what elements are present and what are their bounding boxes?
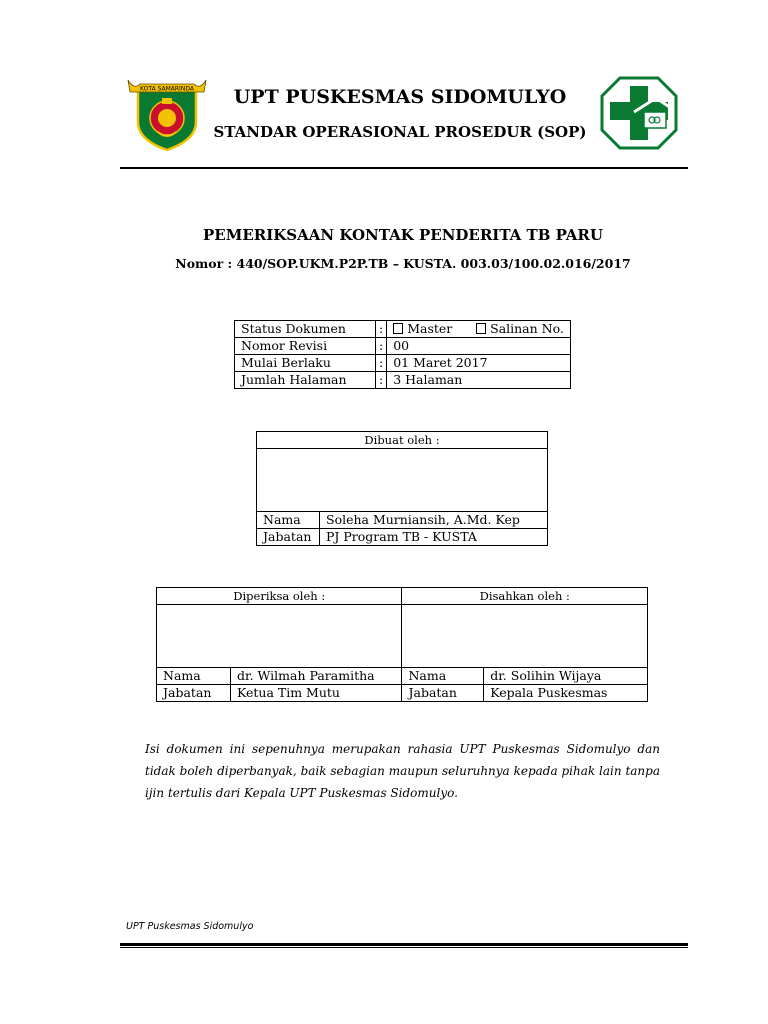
signature-area	[257, 449, 548, 512]
table-row	[235, 321, 571, 338]
status-option-copy: Salinan No.	[490, 321, 564, 336]
effective-date-value: 01 Maret 2017	[387, 355, 571, 372]
signature-area	[157, 605, 402, 668]
position-label: Jabatan	[257, 529, 320, 546]
checked-by-position: Ketua Tim Mutu	[231, 685, 402, 702]
status-value	[387, 321, 571, 338]
separator: :	[376, 338, 387, 355]
signature-area	[402, 605, 648, 668]
puskesmas-logo	[600, 76, 678, 150]
revision-label: Nomor Revisi	[235, 338, 376, 355]
approved-by-heading: Disahkan oleh :	[402, 588, 648, 605]
effective-date-label: Mulai Berlaku	[235, 355, 376, 372]
name-label: Nama	[257, 512, 320, 529]
footer-divider	[120, 943, 688, 948]
made-by-heading: Dibuat oleh :	[257, 432, 548, 449]
emblem-banner-text: KOTA SAMARINDA	[140, 85, 194, 93]
page-count-value: 3 Halaman	[387, 372, 571, 389]
table-row	[235, 338, 571, 355]
checkbox-icon	[476, 323, 486, 334]
organization-title: UPT PUSKESMAS SIDOMULYO	[233, 86, 567, 108]
table-row	[235, 355, 571, 372]
separator: :	[376, 372, 387, 389]
status-table	[234, 320, 571, 389]
header-divider	[120, 167, 688, 169]
sop-subtitle: STANDAR OPERASIONAL PROSEDUR (SOP)	[213, 123, 587, 141]
separator: :	[376, 321, 387, 338]
revision-value: 00	[387, 338, 571, 355]
page-count-label: Jumlah Halaman	[235, 372, 376, 389]
footer-text: UPT Puskesmas Sidomulyo	[126, 921, 254, 932]
status-label: Status Dokumen	[235, 321, 376, 338]
made-by-name: Soleha Murniansih, A.Md. Kep	[320, 512, 548, 529]
approved-by-position: Kepala Puskesmas	[484, 685, 648, 702]
city-emblem-logo	[126, 76, 208, 152]
made-by-position: PJ Program TB - KUSTA	[320, 529, 548, 546]
approval-table	[156, 587, 648, 702]
status-option-master: Master	[407, 321, 453, 336]
document-title: PEMERIKSAAN KONTAK PENDERITA TB PARU	[203, 226, 603, 244]
made-by-table	[256, 431, 548, 546]
separator: :	[376, 355, 387, 372]
document-number: Nomor : 440/SOP.UKM.P2P.TB – KUSTA. 003.03/100.02.016/2017	[175, 256, 631, 271]
checked-by-name: dr. Wilmah Paramitha	[231, 668, 402, 685]
position-label: Jabatan	[402, 685, 484, 702]
approved-by-name: dr. Solihin Wijaya	[484, 668, 648, 685]
position-label: Jabatan	[157, 685, 231, 702]
name-label: Nama	[402, 668, 484, 685]
confidentiality-notice: Isi dokumen ini sepenuhnya merupakan rahasia UPT Puskesmas Sidomulyo dan tidak boleh diperbanyak, baik sebagian maupun seluruhnya kepada pihak lain tanpa ijin tertulis dari Kepala UPT Puskesmas Sidomulyo.	[145, 742, 660, 800]
table-row	[235, 372, 571, 389]
checked-by-heading: Diperiksa oleh :	[157, 588, 402, 605]
name-label: Nama	[157, 668, 231, 685]
checkbox-icon	[393, 323, 403, 334]
